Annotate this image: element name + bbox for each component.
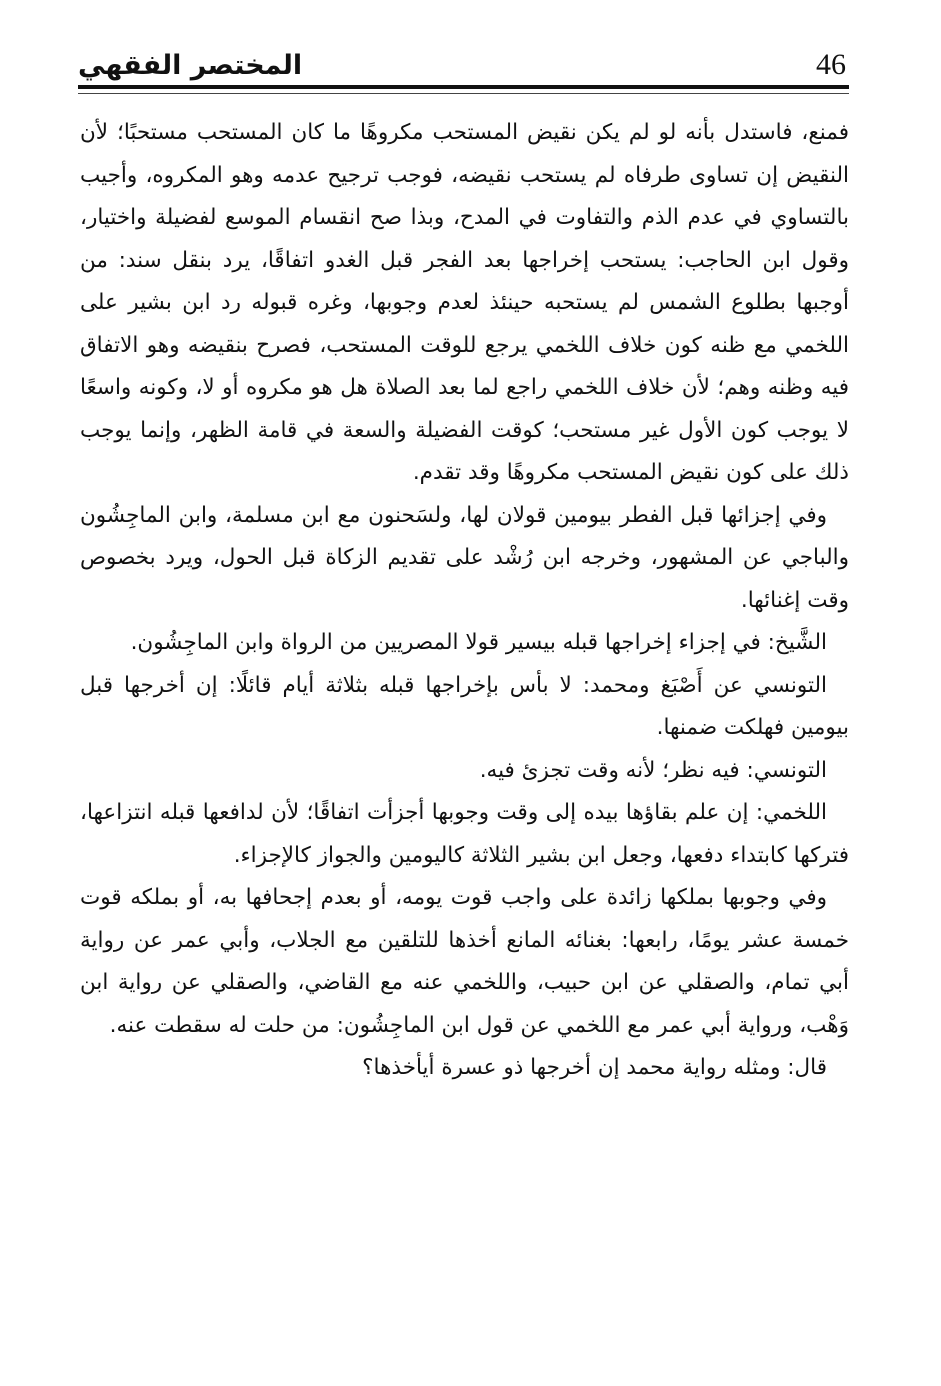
header-rule-thin (78, 93, 849, 94)
paragraph: وفي وجوبها بملكها زائدة على واجب قوت يومه، أو بعدم إجحافها به، أو بملكه قوت خمسة عشر يومًا، رابعها: بغنائه المانع أخذها للتلقين مع الجلاب، وأبي عمر عن رواية أبي تمام، والصقلي عن ابن حبيب، واللخمي عنه مع القاضي، والصقلي عن رواية ابن وَهْب، ورواية أبي عمر مع اللخمي عن قول ابن الماجِشُون: من حلت له سقطت عنه. (80, 885, 849, 1038)
page-number: 46 (816, 48, 846, 81)
page-header (78, 40, 849, 90)
paragraph: وفي إجزائها قبل الفطر بيومين قولان لها، ولسَحنون مع ابن مسلمة، وابن الماجِشُون والباجي عن المشهور، وخرجه ابن رُشْد على تقديم الزكاة قبل الحول، ويرد بخصوص وقت إغنائها. (80, 502, 849, 613)
paragraph: التونسي: فيه نظر؛ لأنه وقت تجزئ فيه. (479, 757, 827, 783)
paragraph: اللخمي: إن علم بقاؤها بيده إلى وقت وجوبها أجزأت اتفاقًا؛ لأن لدافعها قبله انتزاعها، فتركها كابتداء دفعها، وجعل ابن بشير الثلاثة كاليومين والجواز كالإجزاء. (80, 800, 849, 868)
body-text (80, 112, 849, 1090)
paragraph: فمنع، فاستدل بأنه لو لم يكن نقيض المستحب مكروهًا ما كان المستحب مستحبًا؛ لأن النقيض إن تساوى طرفاه لم يستحب نقيضه، فوجب ترجيح عدمه وهو المكروه، وأجيب بالتساوي في عدم الذم والتفاوت في المدح، وبذا صح انقسام الموسع لفضيلة واختيار، وقول ابن الحاجب: يستحب إخراجها بعد الفجر قبل الغدو اتفاقًا، يرد بنقل سند: من أوجبها بطلوع الشمس لم يستحبه حينئذ لعدم وجوبها، وغره قبوله رد ابن بشير على اللخمي مع ظنه كون خلاف اللخمي يرجع للوقت المستحب، فصرح بنقيضه وهو الاتفاق فيه وظنه وهم؛ لأن خلاف اللخمي راجع لما بعد الصلاة هل هو مكروه أو لا، وكونه واسعًا لا يوجب كون الأول غير مستحب؛ كوقت الفضيلة والسعة في قامة الظهر، وإنما يوجب ذلك على كون نقيض المستحب مكروهًا وقد تقدم. (80, 120, 849, 485)
header-rule-thick (78, 85, 849, 89)
running-title: المختصر الفقهي (78, 50, 303, 81)
paragraph: الشَّيخ: في إجزاء إخراجها قبله بيسير قولا المصريين من الرواة وابن الماجِشُون. (130, 630, 827, 655)
paragraph: قال: ومثله رواية محمد إن أخرجها ذو عسرة أيأخذها؟ (362, 1055, 827, 1080)
paragraph: التونسي عن أَصْبَغ ومحمد: لا بأس بإخراجها قبله بثلاثة أيام قائلًا: إن أخرجها قبل بيومين فهلكت ضمنها. (80, 672, 849, 740)
